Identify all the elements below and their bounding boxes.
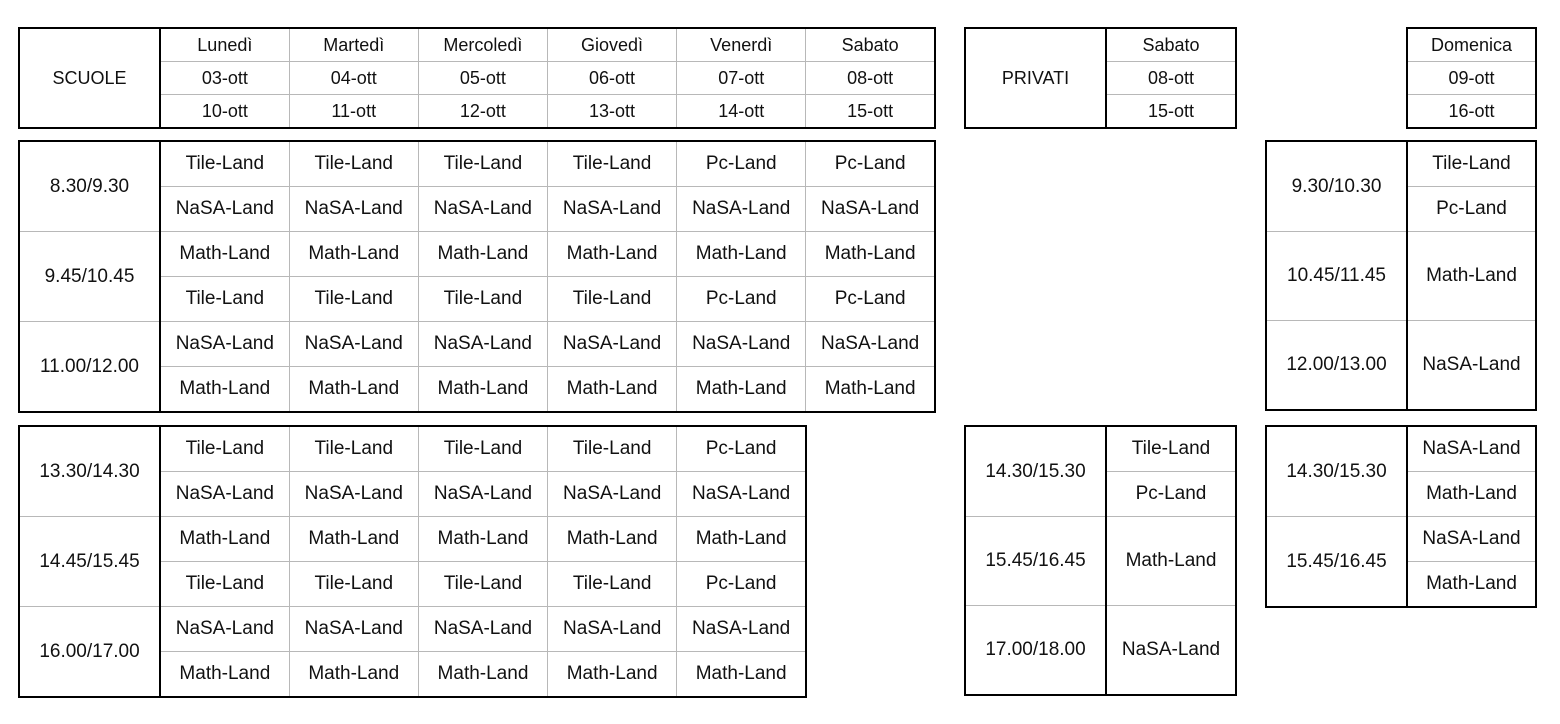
- activity-cell: Math-Land: [677, 652, 806, 698]
- activity-cell: Math-Land: [289, 517, 418, 562]
- time-slot: 12.00/13.00: [1266, 321, 1407, 411]
- day-header: Giovedì: [547, 28, 676, 62]
- time-slot: 14.30/15.30: [1266, 426, 1407, 517]
- privati-header-table: [964, 27, 1237, 129]
- activity-cell: Math-Land: [418, 367, 547, 413]
- time-slot: 9.45/10.45: [19, 232, 160, 322]
- day-header: Domenica: [1407, 28, 1536, 62]
- date-cell: 07-ott: [677, 62, 806, 95]
- time-slot: 9.30/10.30: [1266, 141, 1407, 232]
- activity-cell: Pc-Land: [1106, 472, 1236, 517]
- activity-cell: Math-Land: [806, 232, 935, 277]
- date-cell: 12-ott: [418, 95, 547, 129]
- day-header: Lunedì: [160, 28, 289, 62]
- activity-cell: NaSA-Land: [160, 187, 289, 232]
- activity-cell: NaSA-Land: [160, 322, 289, 367]
- time-slot: 14.45/15.45: [19, 517, 160, 607]
- activity-cell: Math-Land: [548, 517, 677, 562]
- activity-cell: Pc-Land: [677, 562, 806, 607]
- time-slot: 15.45/16.45: [1266, 517, 1407, 608]
- activity-cell: NaSA-Land: [806, 322, 935, 367]
- activity-cell: Tile-Land: [547, 277, 676, 322]
- day-header: Sabato: [806, 28, 935, 62]
- scuole-label: SCUOLE: [19, 28, 160, 128]
- activity-cell: Tile-Land: [547, 141, 676, 187]
- activity-cell: Math-Land: [677, 517, 806, 562]
- activity-cell: NaSA-Land: [547, 322, 676, 367]
- day-header: Sabato: [1106, 28, 1236, 62]
- activity-cell: Tile-Land: [160, 277, 289, 322]
- activity-cell: NaSA-Land: [289, 472, 418, 517]
- activity-cell: NaSA-Land: [547, 187, 676, 232]
- activity-cell: NaSA-Land: [677, 472, 806, 517]
- activity-cell: Math-Land: [160, 517, 289, 562]
- activity-cell: NaSA-Land: [418, 472, 547, 517]
- activity-cell: NaSA-Land: [418, 322, 547, 367]
- date-cell: 08-ott: [806, 62, 935, 95]
- activity-cell: Math-Land: [289, 232, 418, 277]
- date-cell: 11-ott: [289, 95, 418, 129]
- activity-cell: Math-Land: [289, 652, 418, 698]
- activity-cell: Pc-Land: [1407, 187, 1536, 232]
- activity-cell: Math-Land: [1407, 562, 1536, 608]
- activity-cell: Tile-Land: [418, 141, 547, 187]
- activity-cell: Tile-Land: [548, 562, 677, 607]
- activity-cell: Tile-Land: [418, 426, 547, 472]
- activity-cell: Tile-Land: [418, 562, 547, 607]
- activity-cell: Tile-Land: [1106, 426, 1236, 472]
- activity-cell: Tile-Land: [1407, 141, 1536, 187]
- date-cell: 03-ott: [160, 62, 289, 95]
- domenica-morning-table: [1265, 140, 1537, 411]
- activity-cell: Math-Land: [289, 367, 418, 413]
- activity-cell: NaSA-Land: [677, 187, 806, 232]
- activity-cell: Math-Land: [548, 652, 677, 698]
- scuole-morning-table: [18, 140, 936, 413]
- privati-afternoon-table: [964, 425, 1237, 696]
- domenica-header-table: [1406, 27, 1537, 129]
- activity-cell: Math-Land: [547, 232, 676, 277]
- date-cell: 04-ott: [289, 62, 418, 95]
- activity-cell: Pc-Land: [806, 141, 935, 187]
- activity-cell: Math-Land: [1407, 232, 1536, 321]
- time-slot: 14.30/15.30: [965, 426, 1106, 517]
- activity-cell: NaSA-Land: [160, 472, 289, 517]
- time-slot: 10.45/11.45: [1266, 232, 1407, 321]
- privati-label: PRIVATI: [965, 28, 1106, 128]
- date-cell: 05-ott: [418, 62, 547, 95]
- scuole-afternoon-table: [18, 425, 807, 698]
- activity-cell: Math-Land: [547, 367, 676, 413]
- activity-cell: Tile-Land: [289, 426, 418, 472]
- activity-cell: Math-Land: [1407, 472, 1536, 517]
- activity-cell: NaSA-Land: [289, 607, 418, 652]
- date-cell: 09-ott: [1407, 62, 1536, 95]
- activity-cell: NaSA-Land: [806, 187, 935, 232]
- activity-cell: NaSA-Land: [548, 607, 677, 652]
- day-header: Martedì: [289, 28, 418, 62]
- date-cell: 16-ott: [1407, 95, 1536, 129]
- activity-cell: Tile-Land: [289, 277, 418, 322]
- activity-cell: NaSA-Land: [289, 322, 418, 367]
- activity-cell: Tile-Land: [548, 426, 677, 472]
- activity-cell: NaSA-Land: [418, 607, 547, 652]
- activity-cell: Tile-Land: [289, 562, 418, 607]
- time-slot: 8.30/9.30: [19, 141, 160, 232]
- activity-cell: Pc-Land: [806, 277, 935, 322]
- activity-cell: NaSA-Land: [677, 322, 806, 367]
- domenica-afternoon-table: [1265, 425, 1537, 608]
- activity-cell: NaSA-Land: [289, 187, 418, 232]
- activity-cell: Tile-Land: [289, 141, 418, 187]
- activity-cell: Pc-Land: [677, 426, 806, 472]
- date-cell: 15-ott: [1106, 95, 1236, 129]
- activity-cell: NaSA-Land: [418, 187, 547, 232]
- activity-cell: Math-Land: [160, 367, 289, 413]
- activity-cell: Tile-Land: [160, 426, 289, 472]
- time-slot: 13.30/14.30: [19, 426, 160, 517]
- activity-cell: NaSA-Land: [160, 607, 289, 652]
- date-cell: 15-ott: [806, 95, 935, 129]
- time-slot: 16.00/17.00: [19, 607, 160, 698]
- day-header: Mercoledì: [418, 28, 547, 62]
- activity-cell: Math-Land: [160, 652, 289, 698]
- activity-cell: NaSA-Land: [1106, 606, 1236, 696]
- activity-cell: Math-Land: [1106, 517, 1236, 606]
- activity-cell: NaSA-Land: [1407, 517, 1536, 562]
- activity-cell: Math-Land: [418, 652, 547, 698]
- activity-cell: NaSA-Land: [548, 472, 677, 517]
- activity-cell: NaSA-Land: [1407, 426, 1536, 472]
- time-slot: 15.45/16.45: [965, 517, 1106, 606]
- activity-cell: Math-Land: [806, 367, 935, 413]
- scuole-header-table: [18, 27, 936, 129]
- date-cell: 08-ott: [1106, 62, 1236, 95]
- day-header: Venerdì: [677, 28, 806, 62]
- activity-cell: Tile-Land: [160, 562, 289, 607]
- activity-cell: Math-Land: [677, 367, 806, 413]
- activity-cell: Math-Land: [418, 517, 547, 562]
- activity-cell: Tile-Land: [160, 141, 289, 187]
- activity-cell: Math-Land: [160, 232, 289, 277]
- activity-cell: Pc-Land: [677, 277, 806, 322]
- time-slot: 11.00/12.00: [19, 322, 160, 413]
- activity-cell: Pc-Land: [677, 141, 806, 187]
- time-slot: 17.00/18.00: [965, 606, 1106, 696]
- activity-cell: NaSA-Land: [1407, 321, 1536, 411]
- activity-cell: Tile-Land: [418, 277, 547, 322]
- activity-cell: Math-Land: [677, 232, 806, 277]
- activity-cell: NaSA-Land: [677, 607, 806, 652]
- activity-cell: Math-Land: [418, 232, 547, 277]
- date-cell: 14-ott: [677, 95, 806, 129]
- date-cell: 06-ott: [547, 62, 676, 95]
- date-cell: 13-ott: [547, 95, 676, 129]
- date-cell: 10-ott: [160, 95, 289, 129]
